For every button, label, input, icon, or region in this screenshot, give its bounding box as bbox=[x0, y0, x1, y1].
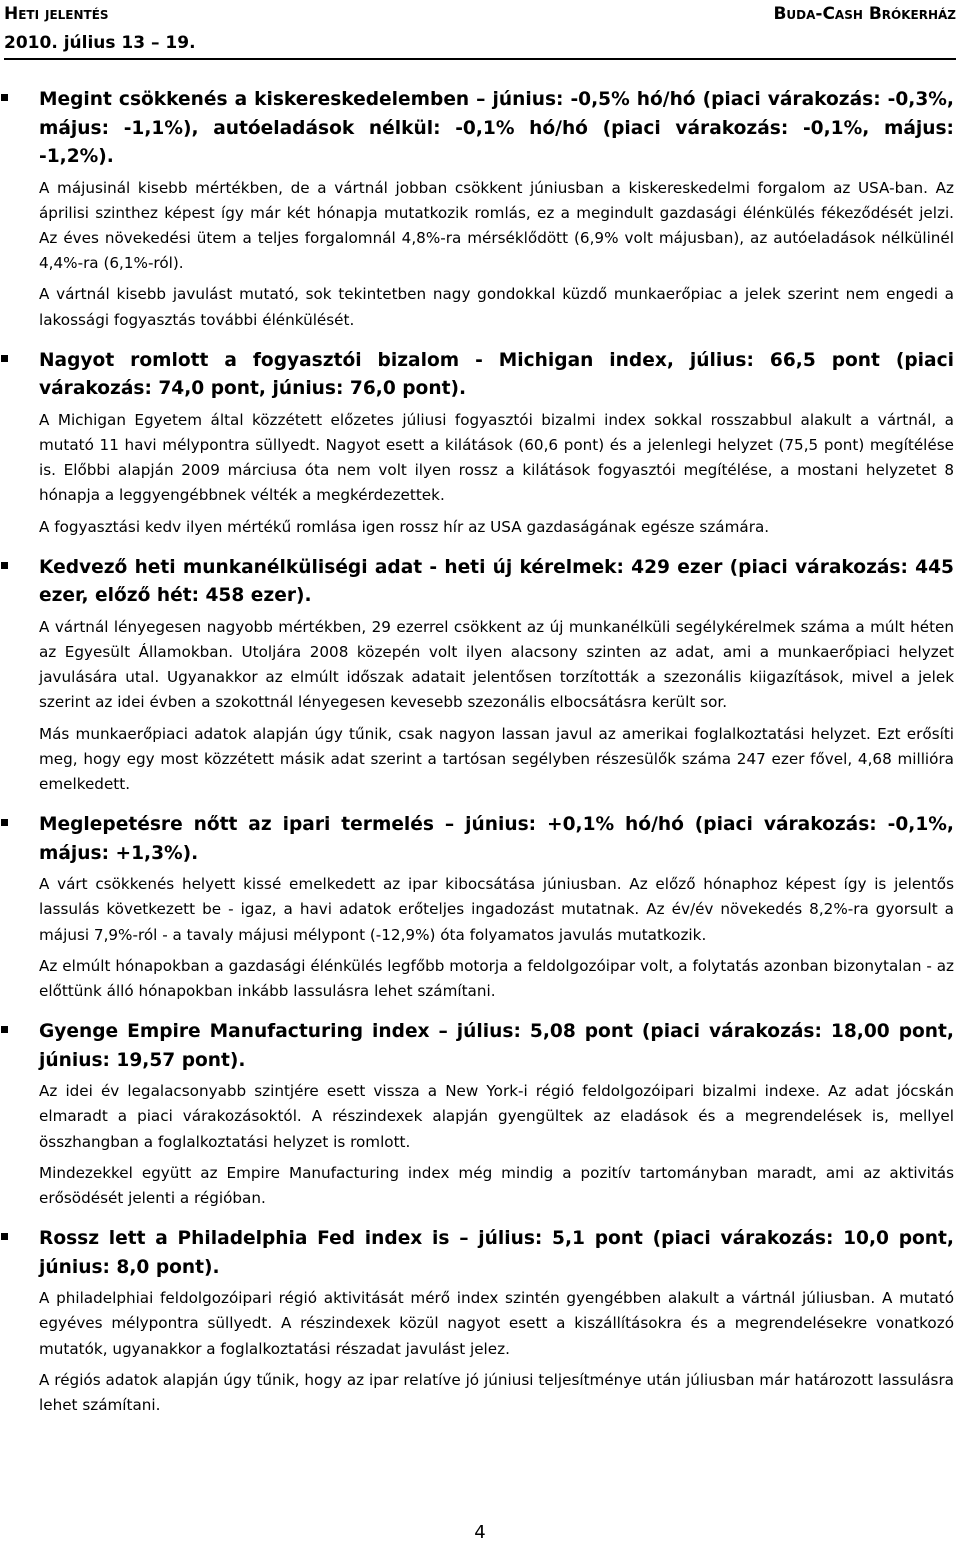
news-item bbox=[39, 1225, 954, 1418]
header-divider bbox=[4, 58, 956, 60]
square-bullet-icon bbox=[1, 1026, 8, 1033]
news-paragraph: A várt csökkenés helyett kissé emelkedett az ipar kibocsátása júniusban. Az előző hónaphoz képest így is jelentős lassulás következett be - igaz, a havi adatok erőteljes ingadozást mutatnak. Az év/év növekedés 8,2%-ra gyorsult a májusi 7,9%-ról - a tavaly májusi mélypont (-12,9%) óta folyamatos javulás mutatkozik. bbox=[39, 875, 954, 944]
news-paragraph: A májusinál kisebb mértékben, de a vártnál jobban csökkent júniusban a kiskereskedelmi forgalom az USA-ban. Az áprilisi szinthez képest így már két hónapja mutatkozik romlás, ez a megindult gazdasági élénkülés fékeződését jelzi. Az éves növekedési ütem a teljes forgalomnál 4,8%-ra mérséklődött (6,9% volt májusban), az autóeladások nélkülinél 4,4%-ra (6,1%-ról). bbox=[39, 178, 954, 273]
square-bullet-icon bbox=[1, 94, 8, 101]
news-paragraph: Az idei év legalacsonyabb szintjére esett vissza a New York-i régió feldolgozóipari bizalmi indexe. Az adat jócskán elmaradt a piaci várakozásoktól. A részindexek alapján gyengültek az eladások és a megrendelések is, mellyel összhangban a foglalkoztatási helyzet is romlott. bbox=[39, 1082, 954, 1151]
square-bullet-icon bbox=[1, 1233, 8, 1240]
news-item bbox=[39, 347, 954, 540]
news-item bbox=[39, 811, 954, 1004]
news-paragraph: A vártnál lényegesen nagyobb mértékben, 29 ezerrel csökkent az új munkanélküli segélykérelmek száma a múlt héten az Egyesült Államokban. Utoljára 2008 közepén volt ilyen alacsony szinten az adat, ami a munkaerőpiaci helyzet javulására utal. Ugyanakkor az elmúlt időszak adatait jelentősen torzították a szezonális kiigazítások, mivel a jelek szerint az idei évben a szokottnál lényegesen kevesebb szezonális elbocsátásra került sor. bbox=[39, 617, 954, 712]
news-paragraph: A philadelphiai feldolgozóipari régió aktivitását mérő index szintén gyengébben alakult a vártnál júliusban. A mutató egyéves mélypontra süllyedt. A részindexek közül nagyot esett a kiszállításokra és a megrendelésekre vonatkozó mutatók, ugyanakkor a foglalkoztatási részadat javulást jelez. bbox=[39, 1289, 954, 1358]
report-title: Heti jelentés bbox=[4, 4, 109, 24]
square-bullet-icon bbox=[1, 355, 8, 362]
news-headline: Gyenge Empire Manufacturing index – július: 5,08 pont (piaci várakozás: 18,00 pont, június: 19,57 pont). bbox=[39, 1021, 954, 1071]
news-paragraph: Mindezekkel együtt az Empire Manufacturing index még mindig a pozitív tartományban maradt, ami az aktivitás erősödését jelenti a régióban. bbox=[39, 1163, 954, 1207]
news-item bbox=[39, 86, 954, 333]
report-body bbox=[39, 86, 954, 1432]
news-headline: Kedvező heti munkanélküliségi adat - heti új kérelmek: 429 ezer (piaci várakozás: 445 ezer, előző hét: 458 ezer). bbox=[39, 556, 954, 607]
news-paragraph: A vártnál kisebb javulást mutató, sok tekintetben nagy gondokkal küzdő munkaerőpiac a jelek szerint nem engedi a lakossági fogyasztás további élénkülését. bbox=[39, 285, 954, 329]
page-header bbox=[4, 0, 956, 64]
news-item bbox=[39, 554, 954, 797]
news-headline: Rossz lett a Philadelphia Fed index is – július: 5,1 pont (piaci várakozás: 10,0 pont, június: 8,0 pont). bbox=[39, 1228, 954, 1278]
news-headline: Nagyot romlott a fogyasztói bizalom - Michigan index, július: 66,5 pont (piaci várakozás: 74,0 pont, június: 76,0 pont). bbox=[39, 349, 954, 400]
news-paragraph: A Michigan Egyetem által közzétett előzetes júliusi fogyasztói bizalmi index sokkal rosszabbul alakult a vártnál, a mutató 11 havi mélypontra süllyedt. Nagyot esett a kilátások (60,6 pont) és a jelenlegi helyzet (75,5 pont) megítélése is. Előbbi alapján 2009 márciusa óta nem volt ilyen rossz a kilátások fogyasztói megítélése, a mostani helyzetet 8 hónapja a leggyengébbnek vélték a megkérdezettek. bbox=[39, 410, 954, 505]
news-item bbox=[39, 1018, 954, 1211]
news-headline: Megint csökkenés a kiskereskedelemben – június: -0,5% hó/hó (piaci várakozás: -0,3%, május: -1,1%), autóeladások nélkül: -0,1% hó/hó (piaci várakozás: -0,1%, május: -1,2%). bbox=[39, 89, 954, 167]
news-paragraph: A régiós adatok alapján úgy tűnik, hogy az ipar relatíve jó júniusi teljesítménye után júliusban már határozott lassulásra lehet számítani. bbox=[39, 1370, 954, 1414]
page-number: 4 bbox=[474, 1522, 486, 1543]
company-name: Buda-Cash Brókerház bbox=[773, 4, 956, 24]
square-bullet-icon bbox=[1, 562, 8, 569]
news-headline: Meglepetésre nőtt az ipari termelés – június: +0,1% hó/hó (piaci várakozás: -0,1%, május: +1,3%). bbox=[39, 814, 954, 864]
square-bullet-icon bbox=[1, 819, 8, 826]
report-date: 2010. július 13 – 19. bbox=[4, 33, 196, 53]
news-paragraph: A fogyasztási kedv ilyen mértékű romlása igen rossz hír az USA gazdaságának egésze számára. bbox=[39, 517, 770, 536]
news-paragraph: Más munkaerőpiaci adatok alapján úgy tűnik, csak nagyon lassan javul az amerikai foglalkoztatási helyzet. Ezt erősíti meg, hogy egy most közzétett másik adat szerint a tartósan segélyben részesülők száma 247 ezer fővel, 4,68 millióra emelkedett. bbox=[39, 724, 954, 793]
news-paragraph: Az elmúlt hónapokban a gazdasági élénkülés legfőbb motorja a feldolgozóipar volt, a folytatás azonban bizonytalan - az előttünk álló hónapokban inkább lassulásra lehet számítani. bbox=[39, 956, 954, 1000]
